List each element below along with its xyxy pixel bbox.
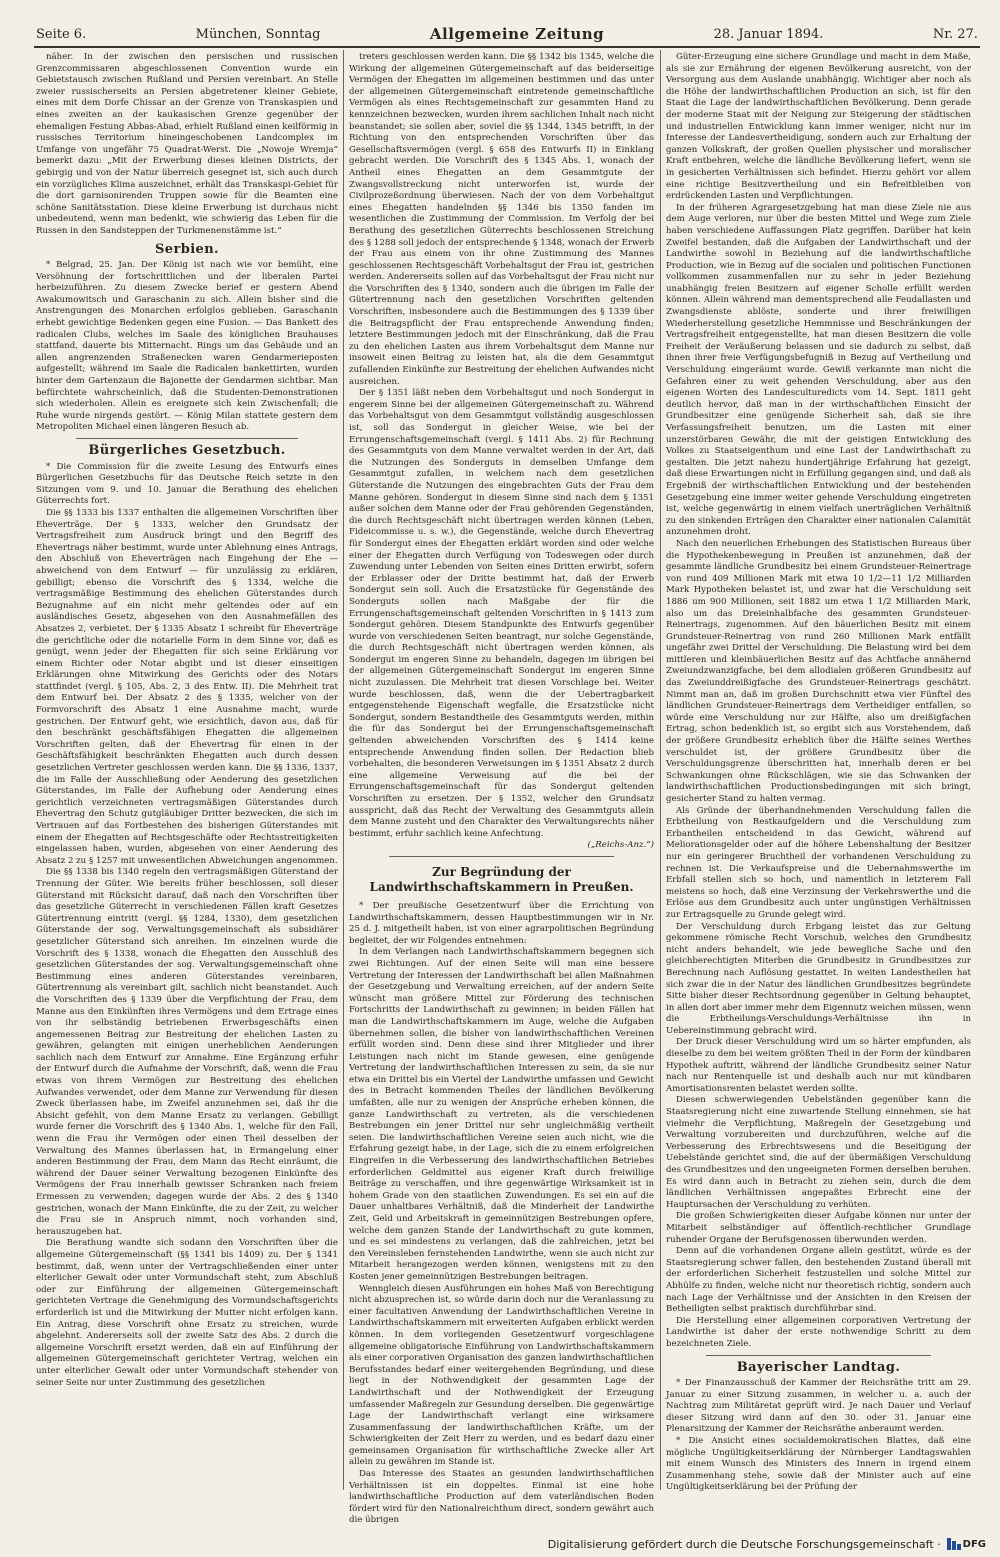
place-day: München, Sonntag: [195, 26, 321, 42]
section-heading-landtag: Bayerischer Landtag.: [736, 1359, 901, 1375]
column-divider: [343, 50, 344, 1490]
divider: [706, 1355, 931, 1356]
section-heading-landwirthschaftskammern: Zur Begründung der Landwirthschaftskammern in Preußen.: [369, 864, 634, 894]
article-paragraph: * Der Finanzausschuß der Kammer der Reichsräthe tritt am 29. Januar zu einer Sitzung zusammen, in welcher u. a. auch der Nachtrag zum Militäretat geprüft wird. Je nach Dauer und Verlauf dieser Sitzung wird dann auf den 30. oder 31. Januar eine Plenarsitzung der Kammer der Reichsräthe anberaumt werden.: [666, 1378, 971, 1435]
footer-text: Digitalisierung gefördert durch die Deutsche Forschungsgemeinschaft ·: [547, 1537, 941, 1551]
article-paragraph: In der früheren Agrargesetzgebung hat man diese Ziele nie aus dem Auge verloren, nur über die besten Mittel und Wege zum Ziele haben verschiedene Auffassungen Platz gegriffen. Darüber hat kein Zweifel bestanden, daß die Aufgaben der Landwirthschaft und der Landwirthe sowohl in Beziehung auf die landwirthschaftliche Production, wie in Bezug auf die socialen und politischen Functionen vollkommen zusammenfallen nur zu sehr in jeder Beziehung unabhängig freien Besitzern auf eigener Scholle erfüllt werden können. Allein während man dementsprechend alle Feudallasten und Zwangsdienste ablöste, sonderte und ihrer freiwilligen Wiederherstellung gesetzliche Hemmnisse und Beschränkungen der Vertragsfreiheit entgegenstellte, hat man diesen Besitzern die volle Freiheit der Veräußerung belassen und sie dadurch zu selbst, daß ihnen ihrer freie Verfügungsbefugniß in Bezug auf Vertheilung und Verschuldung eingeräumt wurde. Gewiß verkannte man nicht die Gefahren einer zu weit gehenden Verschuldung, aber aus den eigenen Worten des Landesculturedicts vom 14. Sept. 1811 geht deutlich hervor, daß man in der wirthschaftlichen Einsicht der Grundbesitzer eine genügende Sicherheit sah, daß sie ihre Verfassungsfreiheit benutzen, um die Lasten mit einer unzerstörbaren Gewähr, die mit der geistigen Entwicklung des Volkes zu Staatseigenthum und eine Last der Landwirthschaft zu gestalten. Die jetzt nahezu hundertjährige Erfahrung hat gezeigt, daß diese Erwartungen nicht in Erfüllung gegangen sind, und daß als Ergebniß der wirthschaftlichen Entwicklung und der bestehenden Gesetzgebung eine immer weiter gehende Verschuldung eingetreten ist, welche gegenwärtig in einem vielfach unerträglichen Verhältniß zu den sinkenden Erträgen den Charakter einer nationalen Calamität anzunehmen droht.: [666, 202, 971, 538]
article-paragraph: Der § 1351 läßt neben dem Vorbehaltsgut und noch Sondergut in engerem Sinne bei der allgemeinen Gütergemeinschaft zu. Während das Vorbehaltsgut von dem Gesammtgut vollständig ausgeschlossen ist, soll das Sondergut in gleicher Weise, wie bei der Errungenschaftsgemeinschaft (vergl. § 1411 Abs. 2) für Rechnung des Gesammtguts von dem Manne verwaltet werden in der Art, daß die Nutzungen des Sonderguts in demselben Umfange dem Gesammtgut zufallen, in welchem nach dem gesetzlichen Güterstande die Nutzungen des eingebrachten Guts der Frau dem Manne gehören. Sondergut in diesem Sinne sind nach dem § 1351 außer solchen dem Manne oder der Frau gehörenden Gegenständen, die durch Rechtsgeschäft nicht übertragen werden können (Leben, Fideicommisse u. s. w.), die Gegenstände, welche durch Ehevertrag für Sondergut eines der Ehegatten erklärt worden sind oder welche einer der Ehegatten durch Verfügung von Todeswegen oder durch Zuwendung unter Lebenden von Seiten eines Dritten erwirbt, sofern der Erblasser oder der Dritte bestimmt hat, daß der Erwerb Sondergut sein soll. Auch die Ersatzstücke für Gegenstände des Sonderguts sollen nach Maßgabe der für die Errungenschaftsgemeinschaft geltenden Vorschriften in § 1413 zum Sondergut gehören. Diesem Standpunkte des Entwurfs gegenüber wurde von verschiedenen Seiten beantragt, nur solche Gegenstände, die durch Rechtsgeschäft nicht übertragen werden können, als Sondergut im engeren Sinne zu behandeln, dagegen im übrigen bei der allgemeinen Gütergemeinschaft Sondergut im engeren Sinne nicht zuzulassen. Die Mehrheit trat diesen Vorschlage bei. Weiter wurde beschlossen, daß, wenn die der Uebertragbarkeit entgegenstehende Eigenschaft wegfalle, die Ersatzstücke nicht Sondergut, sondern Bestandtheile des Gesammtguts werden, mithin die für das Sondergut bei der Errungenschaftsgemeinschaft geltenden abweichenden Vorschriften des § 1414 keine entsprechende Anwendung finden sollen. Der Redaction blieb vorbehalten, die besonderen Verweisungen im § 1351 Absatz 2 durch eine allgemeine Verweisung auf die bei der Errungenschaftsgemeinschaft für das Sondergut geltenden Vorschriften zu ersetzen. Der § 1352, welcher den Grundsatz ausspricht, daß das Recht der Verwaltung des Gesammtguts allein dem Manne zusteht und den Charakter des Verwaltungsrechts näher bestimmt, erfuhr sachlich keine Anfechtung.: [349, 388, 654, 839]
article-paragraph: Diesen schwerwiegenden Uebelständen gegenüber kann die Staatsregierung nicht eine zuwartende Stellung einnehmen, sie hat vielmehr die Verpflichtung, Maßregeln der Gesetzgebung und Verwaltung vorzubereiten und durchzuführen, welche auf die Verbesserung des Erbrechtswesens und die Beseitigung der Uebelstände gerichtet sind, die auf der übermäßigen Verschuldung des Grundbesitzes und den ungeeigneten Formen derselben beruhen. Es wird dann auch in Betracht zu ziehen sein, durch die dem ländlichen Verhältnissen angepaßtes Erbrecht eine der Hauptursachen der Verschuldung zu verhüten.: [666, 1095, 971, 1210]
issue-date: 28. Januar 1894.: [713, 26, 824, 42]
article-paragraph: Als Gründe der überhandnehmenden Verschuldung fallen die Erbtheilung von Restkaufgeldern und die Verschuldung zum Erbantheilen entscheidend in das Gewicht, während auf Meliorationsgelder oder auf die höhere Lebenshaltung der Besitzer nur ein geringerer Bruchtheil der vorhandenen Verschuldung zu rechnen ist. Die Verkaufspreise und die Uebernahmswerthe im Erbfall stellen sich so hoch, und namentlich in letzterem Fall meistens so hoch, daß eine Verzinsung der Verkehrswerthe und die Erlöse aus dem Grundbesitz auch unter ungünstigen Verhältnissen zur Ertragsquelle zu Grunde gelegt wird.: [666, 805, 971, 920]
masthead: [36, 24, 978, 44]
article-paragraph: Die großen Schwierigkeiten dieser Aufgabe können nur unter der Mitarbeit selbständiger auf öffentlich-rechtlicher Grundlage ruhender Organe der Berufsgenossen überwunden werden.: [666, 1211, 971, 1245]
article-paragraph: Der Verschuldung durch Erbgang leistet das zur Geltung gekommene römische Recht Vorschub, welches den Grundbesitz nicht anders behandelt, wie jede bewegliche Sache und den gleichberechtigten Miterben die Grundbesitz in Grundbesitzes zur Berechnung nach Auflösung gestattet. In weiten Landestheilen hat sich zwar die in der Natur des ländlichen Grundbesitzes begründete Sitte bisher dieser Rechtsordnung gegenüber in Geltung behauptet, in allen dort aber immer mehr dem Eigennutz weichen müssen, wenn die Erbtheilungs-Verschuldungs-Verhältnisse ihn in Uebereinstimmung gebracht wird.: [666, 921, 971, 1036]
section-heading-serbien: Serbien.: [155, 241, 219, 257]
divider: [76, 438, 298, 439]
article-paragraph: Nach den neuerlichen Erhebungen des Statistischen Bureaus über die Hypothekenbewegung in Preußen ist anzunehmen, daß der gesammte ländliche Grundbesitz bei einem Grundsteuer-Reinertrage von rund 409 Millionen Mark mit etwa 10 1/2—11 1/2 Milliarden Mark Hypotheken belastet ist, und zwar hat die Verschuldung seit 1886 um 900 Millionen, seit 1882 um etwa 1 1/2 Milliarden Mark, also um das Dreieinhalbfache des gesammten Grundsteuer-Reinertrags, zugenommen. Auf den bäuerlichen Besitz mit einem Grundsteuer-Reinertrag von rund 260 Millionen Mark entfällt ungefähr zwei Drittel der Verschuldung. Die Belastung wird bei dem mittleren und kleinbäuerlichen Besitz auf das Achtfache annähernd Zweiundzwanzigfache, bei dem allodialen größeren Grundbesitz auf das Zweiunddreißigfache des Grundsteuer-Reinertrags geschätzt. Nimmt man an, daß im großen Durchschnitt etwa vier Fünftel des ländlichen Grundsteuer-Reinertrags dem Vertheidiger entfallen, so würde eine Verschuldung nur zur Hälfte, also um dreißigfachen Ertrag, schon bedenklich ist, so ergibt sich aus Vorstehendem, daß der größere Grundbesitz erheblich über die Hälfte seines Werthes verschuldet ist, der größere Grundbesitz über die Verschuldungsgrenze überschritten hat, innerhalb deren er bei Schwankungen ohne Rückschlägen, wie sie das Schwanken der landwirthschaftlichen Productionsbedingungen mit sich bringt, gesicherter Stand zu halten vermag.: [666, 538, 971, 804]
column-divider: [660, 50, 661, 1490]
issue-number: Nr. 27.: [932, 26, 978, 42]
article-paragraph: Die Herstellung einer allgemeinen corporativen Vertretung der Landwirthe ist daher der erste nothwendige Schritt zu dem bezeichneten Ziele.: [666, 1315, 971, 1349]
article-paragraph: Die Berathung wandte sich sodann den Vorschriften über die allgemeine Gütergemeinschaft (§§ 1341 bis 1409) zu. Der § 1341 bestimmt, daß, wenn unter der Vertragschließenden einer unter elterlicher Gewalt oder unter Vormundschaft steht, zum Abschluß oder zur Einführung der allgemeinen Gütergemeinschaft gerichteten Vertrage die Genehmigung des Vormundschaftsgerichts erforderlich ist und die Mitwirkung der Mutter nicht erfolgen kann. Ein Antrag, diese Vorschrift ohne Ersatz zu streichen, wurde abgelehnt. Andererseits soll der zweite Satz des Abs. 2 durch die allgemeine Vorschrift ersetzt werden, daß ein auf Einführung der allgemeinen Gütergemeinschaft gerichteter Vertrag, welchen ein unter elterlicher Gewalt oder unter Vormundschaft stehender von seiner Seite nur unter Zustimmung des gesetzlichen: [36, 1238, 338, 1388]
article-paragraph: Die §§ 1333 bis 1337 enthalten die allgemeinen Vorschriften über Eheverträge. Der § 1333, welcher den Grundsatz der Vertragsfreiheit zum Ausdruck bringt und den Begriff des Ehevertrags näher bestimmt, wurde unter Ablehnung eines Antrags, den Abschluß von Eheverträgen nach Eingehung der Ehe — abweichend von dem Entwurf — für unzulässig zu erklären, gebilligt; ebenso die Vorschrift des § 1334, welche die vertragsmäßige Bestimmung des ehelichen Güterstandes durch Bezugnahme auf ein nicht mehr geltendes oder auf ein ausländisches Gesetz, abgesehen von den Ausnahmefällen des Absatzes 2, verbietet. Der § 1335 Absatz 1 schreibt für Eheverträge die gerichtliche oder die notarielle Form in dem Sinne vor, daß es genügt, wenn jeder der Ehegatten für sich seine Erklärung vor einem Richter oder Notar abgibt und ist dieser einseitigen Erklärungen ohne Mitwirkung des Gerichts oder des Notars stattfindet (vergl. § 105, Abs. 2, 3 des Entw. II). Die Mehrheit trat dem Entwurf bei. Der Absatz 2 des § 1335, welcher von der Formvorschrift des Absatz 1 eine Ausnahme macht, wurde gestrichen. Der Entwurf geht, wie ersichtlich, davon aus, daß für den beschränkt geschäftsfähigen Ehegatten die allgemeinen Vorschriften gelten, daß der Ehevertrag für einen in der Geschäftsfähigkeit beschränkten Ehegatten auch durch dessen gesetzlichen Vertreter geschlossen werden kann. Die §§ 1336, 1337, die im Falle der Ausschließung oder Aenderung des gesetzlichen Güterstandes, im Falle der Aufhebung oder Aenderung eines gerichtlich verzeichneten vertragsmäßigen Güterstandes durch Ehevertrag den Schutz gutgläubiger Dritter bezwecken, die sich im Vertrauen auf das Fortbestehen des bisherigen Güterstandes mit einem der Ehegatten auf Rechtsgeschäfte oder Rechtsstreitigkeiten eingelassen haben, wurden, abgesehen von einer Aenderung des Absatz 2 zu § 1257 mit unwesentlichen Abweichungen angenommen.: [36, 507, 338, 866]
section-heading-gesetzbuch: Bürgerliches Gesetzbuch.: [88, 443, 286, 458]
article-paragraph: * Der preußische Gesetzentwurf über die Errichtung von Landwirthschaftskammern, dessen Hauptbestimmungen wir in Nr. 25 d. J. mitgetheilt haben, ist von einer agrarpolitischen Begründung begleitet, der wir Folgendes entnehmen:: [349, 900, 654, 946]
page-number: Seite 6.: [36, 26, 87, 42]
column-3: [666, 52, 971, 1492]
article-paragraph: Güter-Erzeugung eine sichere Grundlage und macht in dem Maße, als sie zur Ernährung der eigenen Bevölkerung ausreicht, von der Versorgung aus dem Auslande unabhängig. Wichtiger aber noch als die Höhe der landwirthschaftlichen Production an sich, ist für den Staat die Lage der landwirthschaftlichen Bevölkerung. Denn gerade der moderne Staat mit der Neigung zur Steigerung der städtischen und industriellen Entwicklung kann immer weniger, nicht nur im Interesse der Landesvertheidigung, sondern auch zur Erhaltung der ganzen Volkskraft, der großen Quellen physischer und moralischer Kraft entbehren, welche die ländliche Bevölkerung liefert, wenn sie in gesicherten Verhältnissen sich befindet. Hierzu gehört vor allem eine richtige Besitzvertheilung und ein Befreitbleiben von erdrückenden Lasten und Verpflichtungen.: [666, 52, 971, 202]
article-paragraph: näher. In der zwischen den persischen und russischen Grenzcommissaren abgeschlossenen Convention wurde ein Gebietstausch zwischen Rußland und Persien vereinbart. An Stelle zweier russischerseits an Persien abgetretener kleiner Gebiete, eines mit dem Dorfe Chissar an der Grenze von Transkaspien und eines zweiten an der kaukasischen Grenze gegenüber der ehemaligen Festung Abbas-Abad, erhielt Rußland einen keilförmig in russisches Territorium hineingeschobenen Landcomplex im Umfange von ungefähr 75 Quadrat-Werst. Die „Nowoje Wremja“ bemerkt dazu: „Mit der Erwerbung dieses kleinen Districts, der gebirgig und von der Natur überreich gesegnet ist, sich auch durch ein vorzügliches Klima auszeichnet, erhält das Transkaspi-Gebiet für die dort garnisonirenden Truppen sowie für die Beamten eine schöne Sanitätsstation. Diese kleine Erwerbung ist durchaus nicht unbedeutend, wenn man bedenkt, wie schwierig das Leben für die Russen in den Sandsteppen der Turkmenenstämme ist.“: [36, 52, 338, 236]
dfg-logo-icon: [947, 1538, 961, 1550]
divider: [389, 856, 614, 857]
dfg-logo: [947, 1538, 986, 1550]
article-paragraph: Das Interesse des Staates an gesunden landwirthschaftlichen Verhältnissen ist ein doppeltes. Einmal ist eine hohe landwirthschaftliche Production auf dem vaterländischen Boden fördert wird für den Nationalreichthum direct, sondern gewährt auch die übrigen: [349, 1469, 654, 1526]
masthead-rule: [34, 46, 980, 48]
newspaper-title: Allgemeine Zeitung: [429, 25, 605, 43]
article-paragraph: Die §§ 1338 bis 1340 regeln den vertragsmäßigen Güterstand der Trennung der Güter. Wie bereits früher beschlossen, soll dieser Güterstand mit Rücksicht darauf, daß nach den Vorschriften über das gesetzliche Güterrecht in verschiedenen Fällen kraft Gesetzes Gütertrennung eintritt (vergl. §§ 1284, 1330), dem gesetzlichen Güterstande der sog. Verwaltungsgemeinschaft als subsidiärer gesetzlicher Güterstand sich anreihen. Im einzelnen wurde die Vorschrift des § 1338, wonach die Ehegatten den Ausschluß des gesetzlichen Güterstandes der sog. Verwaltungsgemeinschaft ohne Bestimmung eines anderen Güterstandes vereinbaren, Gütertrennung als vereinbart gilt, sachlich nicht beanstandet. Auch die Vorschriften des § 1339 über die Verpflichtung der Frau, dem Manne aus den Einkünften ihres Vermögens und dem Ertrage eines von ihr selbständig betriebenen Erwerbsgeschäfts einen angemessenen Beitrag zur Bestreitung der ehelichen Lasten zu gewähren, gelangten mit einigen unerheblichen Aenderungen sachlich nach dem Entwurf zur Annahme. Eine Ergänzung erfuhr der Entwurf durch die Aufnahme der Vorschrift, daß, wenn die Frau etwas von ihrem Vermögen zur Bestreitung des ehelichen Aufwandes verwendet, oder dem Manne zur Verwendung für diesen Zweck überlassen habe, im Zweifel anzunehmen sei, daß ihr die Absicht gefehlt, von dem Manne Ersatz zu verlangen. Gebilligt wurde ferner die Vorschrift des § 1340 Abs. 1, welche für den Fall, wenn die Frau ihr Vermögen oder einen Theil desselben der Verwaltung des Mannes überlassen hat, in Ermangelung einer anderen Bestimmung der Frau, dem Mann das Recht einräumt, die während der Dauer seiner Verwaltung bezogenen Einkünfte des Vermögens der Frau innerhalb gewisser Schranken nach freiem Ermessen zu verwenden; dagegen wurde der Abs. 2 des § 1340 gestrichen, wonach der Mann Einkünfte, die zu der Zeit, zu welcher die Frau sie in Anspruch nimmt, noch vorhanden sind, herauszugeben hat.: [36, 867, 338, 1237]
dfg-logo-text: DFG: [962, 1538, 986, 1550]
digitization-footer: [0, 1535, 1000, 1553]
article-paragraph: Der Druck dieser Verschuldung wird um so härter empfunden, als dieselbe zu dem bei weitem größten Theil in der Form der kündbaren Hypothek auftritt, während der ländliche Grundbesitz seiner Natur nach nur Rentenquelle ist und deshalb auch nur mit kündbaren Amortisationsrenten belastet werden sollte.: [666, 1037, 971, 1094]
article-paragraph: Wenngleich diesen Ausführungen ein hohes Maß von Berechtigung nicht abzusprechen ist, so würde darin doch nur die Veranlassung zu einer facultativen Anwendung der Landwirthschaftlichen Vereine in Landwirthschaftskammern mit erweiterten Aufgaben erblickt werden können. In dem vorliegenden Gesetzentwurf vorgeschlagene allgemeine obligatorische Einführung von Landwirthschaftskammern als einer corporativen Organisation des ganzen landwirthschaftlichen Berufsstandes bedarf einer weitergehenden Begründung, und diese liegt in der Nothwendigkeit der gesammten Lage der Landwirthschaft und der Nothwendigkeit der Erzeugung umfassender Maßregeln zur Gesundung derselben. Die gegenwärtige Lage der Landwirthschaft verlangt eine wirksamere Zusammenfassung der landwirthschaftlichen Kräfte, um der Schwierigkeiten der Zeit Herr zu werden, und es bedarf dazu einer gemeinsamen Organisation für wirthschaftliche Zwecke aller Art allein zu gewähren im Stande ist.: [349, 1283, 654, 1468]
column-1: [36, 52, 338, 1492]
source-attribution: („Reichs-Anz.“): [587, 840, 654, 851]
article-paragraph: treters geschlossen werden kann. Die §§ 1342 bis 1345, welche die Wirkung der allgemeinen Gütergemeinschaft auf das beiderseitige Vermögen der Ehegatten im allgemeinen bestimmen und das unter der allgemeinen Gütergemeinschaft eintretende gemeinschaftliche Vermögen als eines Rechtsgemeinschaft zur gesammten Hand zu kennzeichnen bezwecken, wurden ihrem sachlichen Inhalt nach nicht beanstandet; sie sollen aber, soviel die §§ 1344, 1345 betrifft, in der Richtung von den entsprechenden Vorschriften über das Gesellschaftsvermögen (vergl. § 658 des Entwurfs II) in Einklang gebracht werden. Die Vorschrift des § 1345 Abs. 1, wonach der Antheil eines Ehegatten an dem Gesammtgute der Zwangsvollstreckung nicht unterworfen ist, wurde der Civilprozeßordnung überwiesen. Nach der von dem Vorbehaltgut eines Ehegatten handelnden §§ 1346 bis 1350 fanden im wesentlichen die Zustimmung der Commission. Im Verfolg der bei Berathung des gesetzlichen Güterrechts beschlossenen Streichung des § 1288 soll jedoch der entsprechende § 1348, wonach der Erwerb der Frau aus einem von ihr ohne Zustimmung des Mannes geschlossenen Rechtsgeschäft Vorbehaltsgut der Frau ist, gestrichen werden. Andererseits sollen auf das Vorbehaltsgut der Frau nicht nur die Vorschriften des § 1340, sondern auch die übrigen im Falle der Gütertrennung nach den gesetzlichen Vorschriften geltenden Vorschriften, insbesondere auch die Bestimmungen des § 1339 über die Beitragspflicht der Frau entsprechende Anwendung finden; letztere Bestimmungen jedoch mit der Einschränkung, daß die Frau zu den ehelichen Lasten aus ihrem Vorbehaltsgut dem Manne nur insoweit einen Beitrag zu leisten hat, als die dem Gesammtgut zufallenden Einkünfte zur Bestreitung der ehelichen Aufwandes nicht ausreichen.: [349, 52, 654, 387]
article-paragraph: * Die Commission für die zweite Lesung des Entwurfs eines Bürgerlichen Gesetzbuchs für das Deutsche Reich setzte in den Sitzungen vom 9. und 10. Januar die Berathung des ehelichen Güterrechts fort.: [36, 461, 338, 507]
column-2: [349, 52, 654, 1526]
article-paragraph: Denn auf die vorhandenen Organe allein gestützt, würde es der Staatsregierung schwer fallen, den bestehenden Zustand überall mit der erforderlichen Sicherheit festzustellen und solche Mittel zur Abhülfe zu finden, welche nicht nur theoretisch richtig, sondern auch nach Lage der Verhältnisse und der Ansichten in den Kreisen der Betheiligten selbst praktisch durchführbar sind.: [666, 1246, 971, 1315]
article-paragraph: * Belgrad, 25. Jan. Der König ist nach wie vor bemüht, eine Versöhnung der fortschrittlichen und der liberalen Partei herbeizuführen. Zu diesem Zwecke berief er gestern Abend Awakumowitsch und Garaschanin zu sich. Allein bisher sind die Anstrengungen des Monarchen erfolglos geblieben. Garaschanin erhebt gewichtige Bedenken gegen eine Fusion. — Das Bankett des radicalen Clubs, welches im Saale des königlichen Brauhauses stattfand, dauerte bis Mitternacht. Rings um das Gebäude und an allen angrenzenden Straßenecken waren Gendarmerieposten aufgestellt; während im Saale die Radicalen bankettirten, wurden hinter dem Gartenzaun die Bajonette der Gendarmen sichtbar. Man befürchtete wahrscheinlich, daß die Studenten-Demonstrationen sich wiederholen. Allein es ereignete sich kein Zwischenfall; die Ruhe wurde nirgends gestört. — König Milan stattete gestern dem Metropoliten Michael einen längeren Besuch ab.: [36, 260, 338, 433]
article-paragraph: In dem Verlangen nach Landwirthschaftskammern begegnen sich zwei Richtungen. Auf der einen Seite will man eine bessere Vertretung der Interessen der Landwirthschaft bei allen Maßnahmen der Gesetzgebung und Verwaltung erreichen, auf der andern Seite wünscht man größere Mittel zur Förderung des technischen Fortschritts der Landwirthschaft zu gewinnen; in beiden Fällen hat man die Landwirthschaftskammern im Auge, welche die Aufgaben übernehmen sollen, die bisher von landwirthschaftlichen Vereinen erfüllt worden sind. Denn diese sind ihrer Mitglieder und ihrer Leistungen nach nicht im Stande gewesen, eine genügende Vertretung der landwirthschaftlichen Interessen zu sein, da sie nur etwa ein Drittel bis ein Viertel der Landwirthe umfassen und Gewicht des in Betracht kommenden Theiles der ländlichen Bevölkerung umfaßten, alle nur zu wenigen der Ansprüche erheben können, die ganze Landwirthschaft zu vertreten, als die verschiedenen Bestrebungen ein jener Drittel nur sehr ungleichmäßig vertheilt seien. Die landwirthschaftlichen Vereine seien auch nicht, wie die Erfahrung gezeigt habe, in der Lage, sich die zu einem erfolgreichen Eingreifen in die Verbesserung des landwirthschaftlichen Betriebes erforderlichen Geldmittel aus eigener Kraft durch freiwillige Beiträge zu verschaffen, und ihre gegenwärtige Wirksamkeit ist in hohem Grade von den staatlichen Zuwendungen. Es sei ein auf die Dauer unhaltbares Verhältniß, daß die Minderheit der Landwirthe Zeit, Geld und Arbeitskraft in gemeinnützigen Bestrebungen opfere, welche dem ganzen Stande der Landwirthschaft zu gute kommen, und es sei mindestens zu verlangen, daß die zahlreichen, jetzt bei den Vereinsleben fernstehenden Landwirthe, wenn sie auch nicht zur Mitarbeit herangezogen werden können, wenigstens mit zu den Kosten jener gemeinnützigen Bestrebungen beitragen.: [349, 947, 654, 1282]
article-paragraph: * Die Ansicht eines socialdemokratischen Blattes, daß eine mögliche Ungültigkeitserklärung der Nürnberger Landtagswahlen mit einem Wunsch des Ministers des Innern in irgend einem Zusammenhang stehe, sowie daß der Minister auch auf eine Ungültigkeitserklärung bei der Prüfung der: [666, 1436, 971, 1493]
